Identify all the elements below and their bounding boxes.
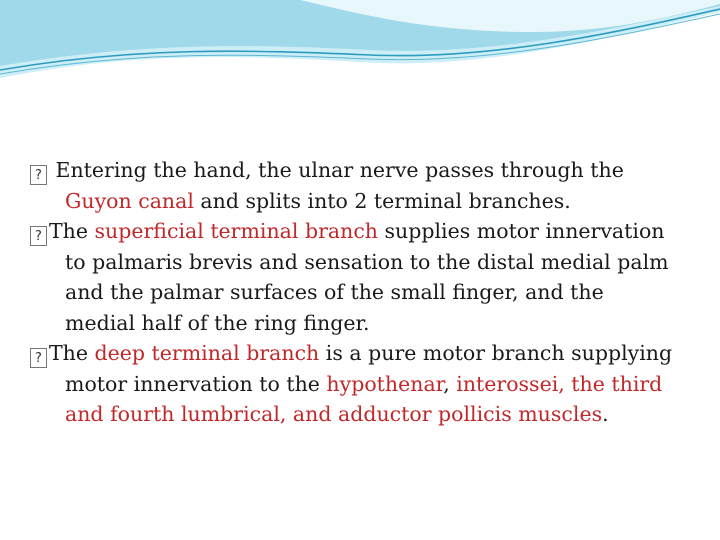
bullet-item-2 <box>30 216 680 338</box>
highlight-muscles: interossei, the third and fourth lumbrical, and adductor pollicis muscles <box>65 371 663 426</box>
bullet-item-1 <box>30 155 680 216</box>
text-run: The <box>49 341 95 365</box>
highlight-deep-branch: deep terminal branch <box>94 341 320 365</box>
wave-header-decoration <box>0 0 720 90</box>
text-run: is a pure motor branch supplying motor innervation to the <box>65 341 673 396</box>
text-run: . <box>602 402 609 426</box>
text-run: Entering the hand, the ulnar nerve passes through the <box>49 158 624 182</box>
bullet-icon: ? <box>30 165 47 185</box>
text-run: , <box>443 371 457 396</box>
highlight-superficial-branch: superficial terminal branch <box>94 219 379 243</box>
bullet-icon: ? <box>30 348 47 368</box>
bullet-item-3 <box>30 338 680 430</box>
highlight-guyon-canal: Guyon canal <box>65 188 194 213</box>
text-run: supplies motor innervation to palmaris brevis and sensation to the distal medial palm and the palmar surfaces of the small finger, and the medial half of the ring finger. <box>65 219 669 335</box>
text-run: The <box>49 219 95 243</box>
bullet-icon: ? <box>30 226 47 246</box>
highlight-hypothenar: hypothenar <box>326 371 444 396</box>
body-text <box>30 155 680 430</box>
text-run: and splits into 2 terminal branches. <box>193 188 571 213</box>
